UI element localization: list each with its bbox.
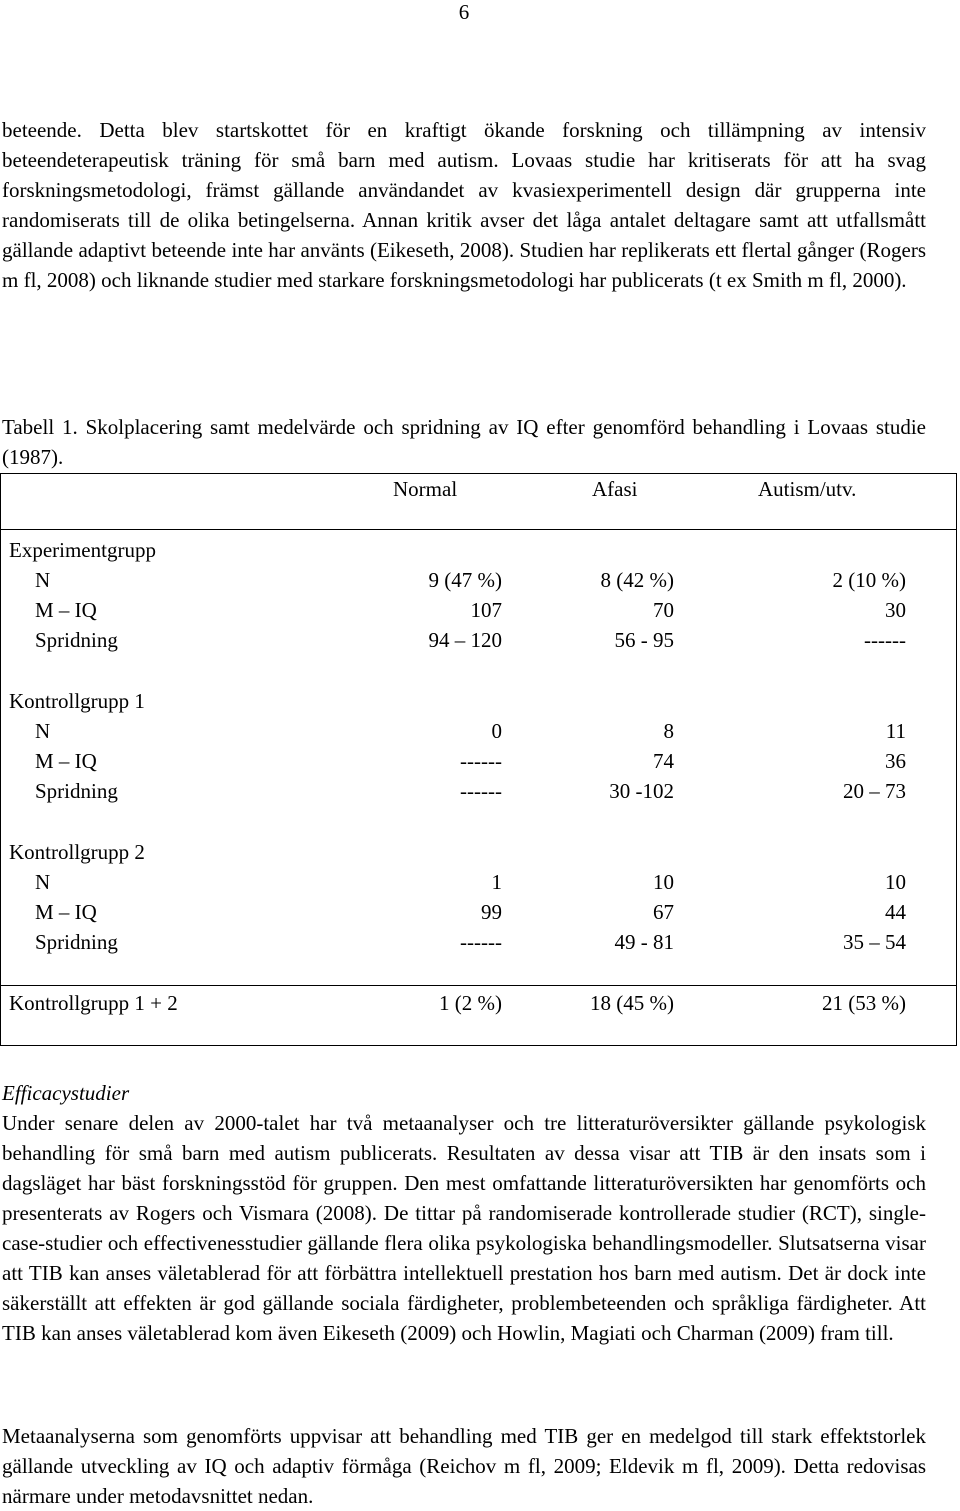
cell-normal: ------ <box>460 930 502 954</box>
table-row <box>1 776 956 806</box>
col-header-normal: Normal <box>393 477 458 501</box>
table-row <box>1 595 956 625</box>
col-header-autism: Autism/utv. <box>758 477 857 501</box>
cell-normal: 1 <box>491 870 502 894</box>
meta-paragraph: Metaanalyserna som genomförts uppvisar att behandling med TIB ger en medelgod till stark effektstorlek gällande utveckling av IQ och adaptiv förmåga (Reichov m fl, 2009; Eldevik m fl, 2009). Detta redovisas närmare under metodavsnittet nedan. <box>2 1424 926 1508</box>
row-label: Kontrollgrupp 1 + 2 <box>9 991 178 1015</box>
table-divider <box>1 529 956 530</box>
table-divider <box>1 985 956 986</box>
row-label: M – IQ <box>35 598 97 622</box>
table-row <box>1 716 956 746</box>
cell-afasi: 18 (45 %) <box>590 991 674 1015</box>
row-label: N <box>35 719 51 743</box>
row-label: N <box>35 870 51 894</box>
cell-afasi: 74 <box>653 749 674 773</box>
row-label: M – IQ <box>35 749 97 773</box>
cell-normal: ------ <box>460 749 502 773</box>
results-table <box>0 473 957 1046</box>
group-name: Kontrollgrupp 1 <box>9 689 145 713</box>
section-heading-efficacy: Efficacystudier <box>2 1081 130 1105</box>
efficacy-paragraph: Under senare delen av 2000-talet har två metaanalyser och tre litteraturöversikter gällande psykologisk behandling för små barn med autism publicerats. Resultaten av dessa visar att TIB är den insats som i dagsläget har bäst forskningsstöd för gruppen. Den mest omfattande litteraturöversikten har genomförts och presenterats av Rogers och Vismara (2008). De tittar på randomiserade kontrollerade studier (RCT), single-case-studier och effectivenesstudier gällande flera olika psykologiska behandlingsmodeller. Slutsatserna visar att TIB kan anses väletablerad för att förbättra intellektuell prestation hos barn med autism. Det är dock inte säkerställt att effekten är god gällande sociala färdigheter, problembeteenden och språkliga färdigheter. Att TIB kan anses väletablerad kom även Eikeseth (2009) och Howlin, Magiati och Charman (2009) fram till. <box>2 1111 926 1345</box>
cell-afasi: 8 <box>663 719 674 743</box>
table-row <box>1 897 956 927</box>
cell-normal: ------ <box>460 779 502 803</box>
row-label: Spridning <box>35 628 118 652</box>
cell-afasi: 70 <box>653 598 674 622</box>
cell-normal: 9 (47 %) <box>428 568 502 592</box>
cell-normal: 1 (2 %) <box>439 991 502 1015</box>
cell-autism: 35 – 54 <box>843 930 906 954</box>
cell-normal: 0 <box>491 719 502 743</box>
cell-autism: 30 <box>885 598 906 622</box>
page-number: 6 <box>458 0 470 24</box>
table-total-row <box>1 988 956 1018</box>
cell-normal: 107 <box>470 598 502 622</box>
cell-afasi: 49 - 81 <box>614 930 674 954</box>
cell-afasi: 10 <box>653 870 674 894</box>
table-row <box>1 927 956 957</box>
cell-normal: 94 – 120 <box>428 628 502 652</box>
cell-autism: 21 (53 %) <box>822 991 906 1015</box>
cell-afasi: 56 - 95 <box>614 628 674 652</box>
cell-autism: 11 <box>885 719 906 743</box>
table-row <box>1 746 956 776</box>
col-header-afasi: Afasi <box>592 477 638 501</box>
cell-autism: 2 (10 %) <box>832 568 906 592</box>
table-row <box>1 625 956 655</box>
intro-paragraph: beteende. Detta blev startskottet för en kraftigt ökande forskning och tillämpning av intensiv beteendeterapeutisk träning för små barn med autism. Lovaas studie har kritiserats för att ha svag forskningsmetodologi, främst gällande användandet av kvasiexperimentell design där grupperna inte randomiserats till de olika betingelserna. Annan kritik avser det låga antalet deltagare samt att utfallsmått gällande adaptivt beteende inte har använts (Eikeseth, 2008). Studien har replikerats ett flertal gånger (Rogers m fl, 2008) och liknande studier med starkare forskningsmetodologi har publicerats (t ex Smith m fl, 2000). <box>2 118 926 292</box>
row-label: Spridning <box>35 779 118 803</box>
table-row <box>1 565 956 595</box>
cell-afasi: 8 (42 %) <box>600 568 674 592</box>
cell-normal: 99 <box>481 900 502 924</box>
row-label: M – IQ <box>35 900 97 924</box>
table-caption: Tabell 1. Skolplacering samt medelvärde och spridning av IQ efter genomförd behandling i Lovaas studie (1987). <box>2 415 926 469</box>
cell-autism: 20 – 73 <box>843 779 906 803</box>
cell-afasi: 67 <box>653 900 674 924</box>
row-label: Spridning <box>35 930 118 954</box>
cell-autism: 10 <box>885 870 906 894</box>
row-label: N <box>35 568 51 592</box>
table-row <box>1 867 956 897</box>
group-name: Kontrollgrupp 2 <box>9 840 145 864</box>
cell-autism: 44 <box>885 900 906 924</box>
group-name: Experimentgrupp <box>9 538 156 562</box>
cell-autism: ------ <box>864 628 906 652</box>
cell-afasi: 30 -102 <box>609 779 674 803</box>
cell-autism: 36 <box>885 749 906 773</box>
